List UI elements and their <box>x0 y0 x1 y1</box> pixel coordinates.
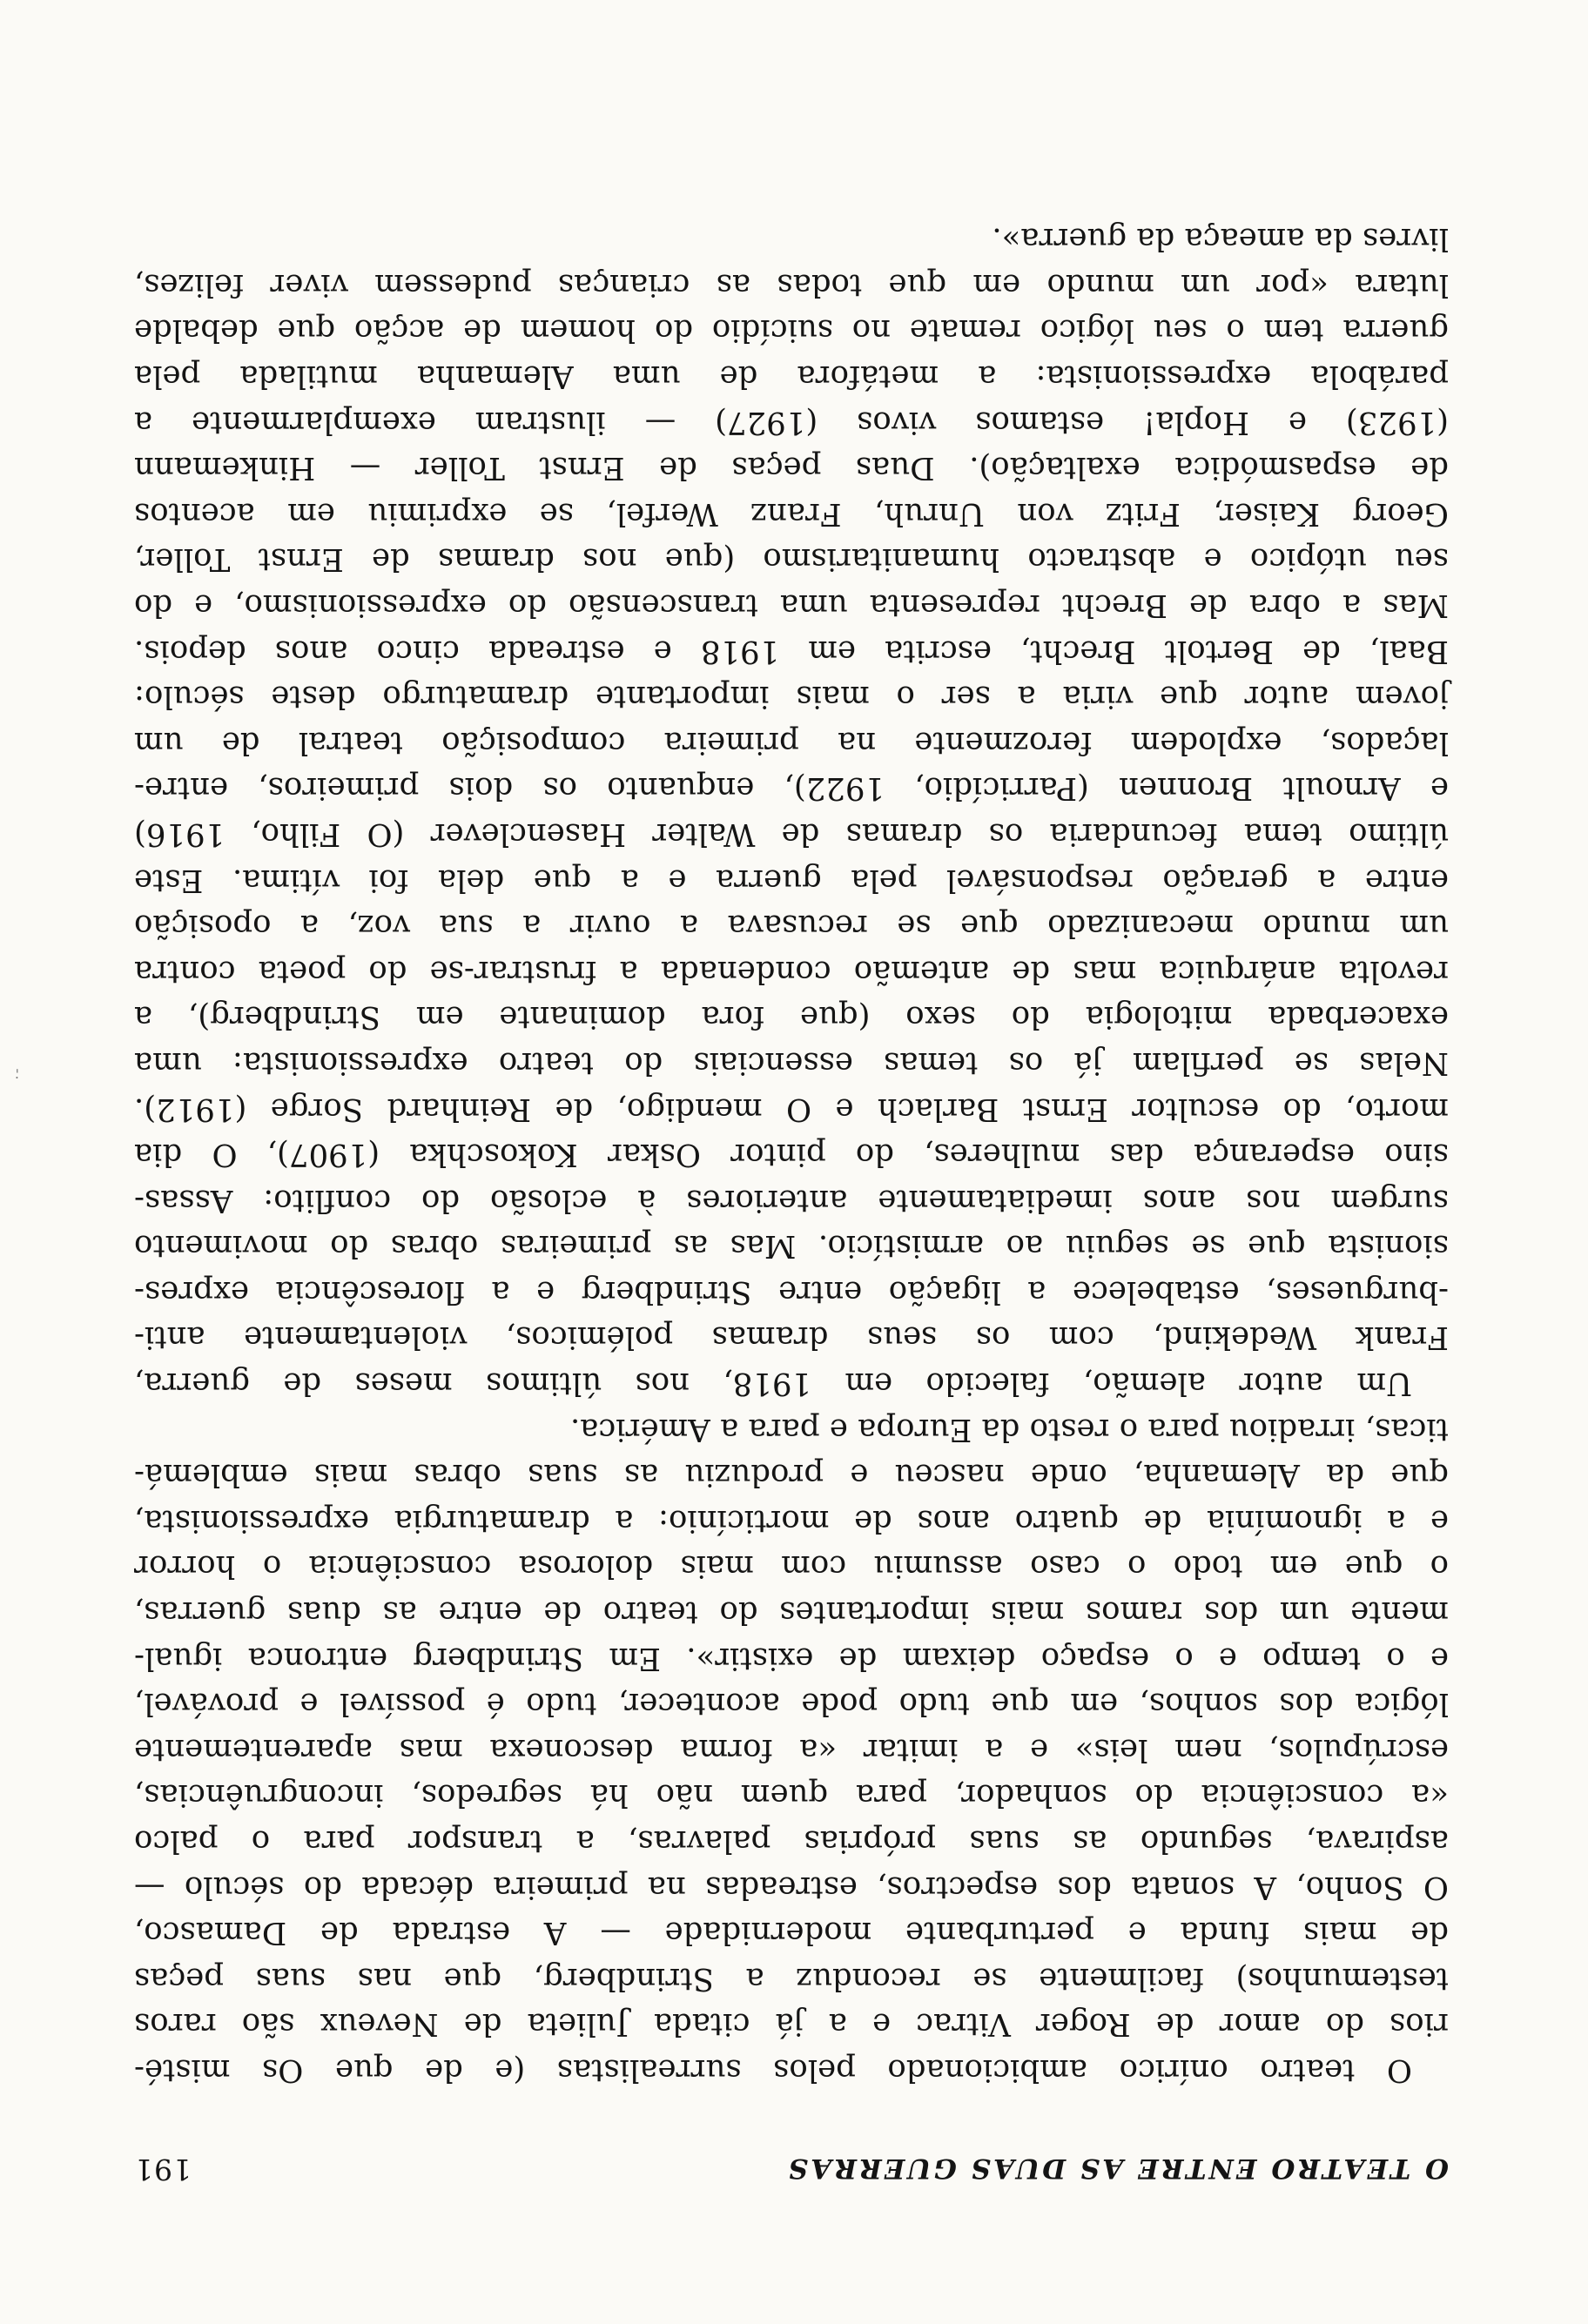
text-line: O Sonho, A sonata dos espectros, estreadas na primeira década do século — <box>134 1869 1449 1905</box>
text-line: laçados, explodem ferozmente na primeira composição teatral de um <box>134 724 1449 761</box>
text-line: -burgueses, estabelece a ligação entre Strindberg e a florescência expres- <box>134 1273 1449 1310</box>
text-line: que da Alemanha, onde nasceu e produziu as suas obras mais emblemá- <box>134 1457 1449 1494</box>
text-line: e o tempo e o espaço deixam de existir». Em Strindberg entronca igual- <box>134 1640 1449 1676</box>
text-line: Frank Wedekind, com os seus dramas polémicos, violentamente anti- <box>134 1320 1449 1356</box>
text-line: lutara «por um mundo em que todas as crianças pudessem viver felizes, <box>134 266 1449 303</box>
text-line: exacerbada mitologia do sexo (que fora dominante em Strindberg), a <box>134 999 1449 1036</box>
text-line: parábola expressionista: a metáfora de uma Alemanha mutilada pela <box>134 359 1449 395</box>
text-line: seu utópico e abstracto humanitarismo (que nos dramas de Ernst Toller, <box>134 541 1449 578</box>
text-line: sino esperança das mulheres, do pintor Oskar Kokoschka (1907), O dia <box>134 1137 1449 1173</box>
text-line: Mas a obra de Brecht representa uma transcensão do expressionismo, e do <box>134 588 1449 623</box>
text-line: entre a geração responsável pela guerra e a que dela foi vítima. Este <box>134 862 1449 898</box>
text-line: jovem autor que viria a ser o mais importante dramaturgo deste século: <box>134 679 1449 715</box>
text-line: (1923) e Hopla! estamos vivos (1927) — ilustram exemplarmente a <box>134 404 1449 440</box>
spine-mark: . ' <box>14 1059 19 1090</box>
text-line: de mais funda e perturbante modernidade — A estrada de Damasco, <box>134 1915 1449 1951</box>
text-line: revolta anárquica mas de antemão condenada a frustrar-se do poeta contra <box>134 953 1449 990</box>
text-line: aspirava, segundo as suas próprias palavras, a transpor para o palco <box>134 1824 1449 1860</box>
text-line: Baal, de Bertolt Brecht, escrita em 1918 e estreada cinco anos depois. <box>134 633 1449 669</box>
text-line: rios do amor de Roger Vitrac e a já citada Julieta de Neveux são raros <box>134 2006 1449 2043</box>
body-text <box>134 216 1449 2092</box>
text-line: lógica dos sonhos, em que tudo pode acontecer, tudo é possível e provável, <box>134 1686 1449 1723</box>
text-line: mente um dos ramos mais importantes do teatro de entre as duas guerras, <box>134 1595 1449 1631</box>
text-line: Nelas se perfilam já os temas essenciais do teatro expressionista: uma <box>134 1044 1449 1081</box>
text-line: testemunhos) facilmente se reconduz a Strindberg, que nas suas peças <box>134 1960 1449 1997</box>
text-line: escrúpulos, nem leis» e a imitar «a forma desconexa mas aparentemente <box>134 1731 1449 1768</box>
running-head <box>134 2153 1449 2186</box>
text-line: Georg Kaiser, Fritz von Unruh, Franz Werfel, se exprimiu em acentos <box>134 495 1449 532</box>
text-line: livres da ameaça da guerra». <box>992 221 1449 258</box>
text-line: o que em todo o caso assumiu com mais dolorosa consciência o horror <box>134 1548 1449 1585</box>
text-line: «a consciência do sonhador, para quem não há segredos, incongruências, <box>134 1777 1449 1814</box>
text-line: O teatro onírico ambicionado pelos surrealistas (e de que Os misté- <box>134 2052 1412 2088</box>
text-line: de espasmódica exaltação). Duas peças de Ernst Toller — Hinkemann <box>134 450 1449 487</box>
text-line: ticas, irradiou para o resto da Europa e para a América. <box>569 1411 1449 1447</box>
running-title: O TEATRO ENTRE AS DUAS GUERRAS <box>785 2153 1449 2184</box>
text-line: morto, do escultor Ernst Barlach e O mendigo, de Reinhard Sorge (1912). <box>134 1091 1449 1127</box>
text-line: Um autor alemão, falecido em 1918, nos últimos meses de guerra, <box>134 1366 1412 1402</box>
text-line: surgem nos anos imediatamente anteriores à eclosão do conflito: Assas- <box>134 1182 1449 1219</box>
text-line: um mundo mecanizado que se recusava a ouvir a sua voz, a oposição <box>134 908 1449 944</box>
text-line: último tema fecundaria os dramas de Walter Hasenclever (O Filho, 1916) <box>134 816 1449 852</box>
text-line: guerra tem o seu lógico remate no suicídio do homem de acção que debalde <box>134 312 1449 349</box>
text-line: e a ignomínia de quatro anos de morticínio: a dramaturgia expressionista, <box>134 1502 1449 1539</box>
text-line: sionista que se seguiu ao armistício. Mas as primeiras obras do movimento <box>134 1228 1449 1265</box>
text-line: e Arnoult Bronnen (Parricídio, 1922), enquanto os dois primeiros, entre- <box>134 770 1449 807</box>
page-number: 191 <box>134 2153 192 2186</box>
